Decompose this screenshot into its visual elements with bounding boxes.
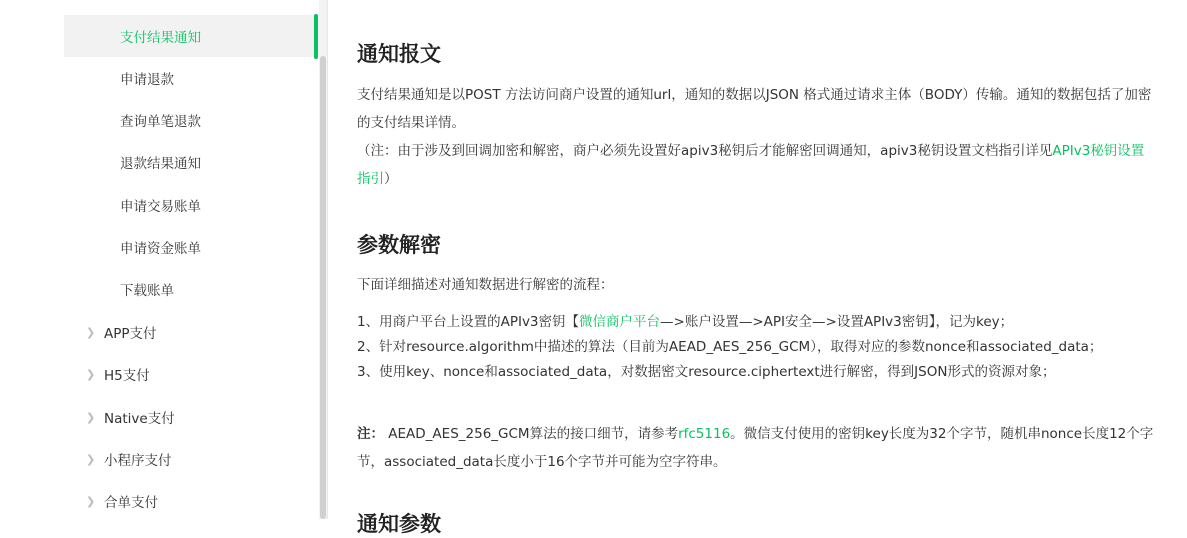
- rfc5116-link[interactable]: rfc5116: [678, 426, 731, 442]
- step-text-end: —>账户设置—>API安全—>设置APIv3密钥】，记为key；: [660, 314, 1014, 330]
- sidebar-group-app-pay[interactable]: [64, 311, 318, 353]
- sidebar-item-label: 申请交易账单: [120, 199, 201, 215]
- sidebar-item-label: 申请退款: [120, 72, 174, 88]
- sidebar-group-combined-pay[interactable]: [64, 480, 318, 522]
- sidebar-item-label: 查询单笔退款: [120, 114, 201, 130]
- algorithm-note: [357, 420, 1157, 476]
- sidebar-item-label: 下载账单: [120, 283, 174, 299]
- sidebar-item-label: 支付结果通知: [120, 30, 201, 46]
- sidebar-group-miniprogram-pay[interactable]: [64, 438, 318, 480]
- sidebar-item-label: 退款结果通知: [120, 156, 201, 172]
- sidebar-item-refund[interactable]: [64, 57, 318, 99]
- section-title-notify-message: 通知报文: [357, 42, 441, 66]
- chevron-right-icon: ❯: [86, 367, 96, 381]
- step-text: 1、用商户平台上设置的APIv3密钥【: [357, 314, 580, 330]
- note-text: AEAD_AES_256_GCM算法的接口细节，请参考: [384, 426, 679, 442]
- sidebar-item-query-refund[interactable]: [64, 99, 318, 141]
- chevron-right-icon: ❯: [86, 452, 96, 466]
- merchant-platform-link[interactable]: 微信商户平台: [579, 314, 661, 330]
- sidebar-group-label: Native支付: [104, 411, 175, 427]
- sidebar-group-label: APP支付: [104, 326, 157, 342]
- note-text-end: 。微信支付使用的密钥key长度为32个字节，随机串nonce长度12个字节，associated_data长度小于16个字节并可能为空字符串。: [357, 426, 1154, 470]
- section-title-notify-params: 通知参数: [357, 512, 441, 536]
- content-divider: [327, 0, 328, 519]
- notify-description: 支付结果通知是以POST 方法访问商户设置的通知url，通知的数据以JSON 格式通过请求主体（BODY）传输。通知的数据包括了加密的支付结果详情。: [357, 87, 1152, 131]
- sidebar-item-refund-notify[interactable]: [64, 141, 318, 183]
- decrypt-intro: 下面详细描述对通知数据进行解密的流程：: [357, 277, 614, 293]
- chevron-right-icon: ❯: [86, 410, 96, 424]
- decrypt-step-2: 2、针对resource.algorithm中描述的算法（目前为AEAD_AES_256_GCM），取得对应的参数nonce和associated_data；: [357, 339, 1103, 355]
- sidebar-item-label: 申请资金账单: [120, 241, 201, 257]
- sidebar-item-fund-bill[interactable]: [64, 226, 318, 268]
- sidebar-scrollbar-thumb[interactable]: [320, 56, 326, 519]
- active-indicator: [314, 14, 318, 59]
- decrypt-step-1: [357, 308, 1157, 336]
- apiv3-key-note: [357, 137, 1157, 193]
- section-title-decrypt: 参数解密: [357, 233, 441, 257]
- sidebar-group-native-pay[interactable]: [64, 396, 318, 438]
- chevron-right-icon: ❯: [86, 325, 96, 339]
- sidebar-nav: [0, 0, 318, 519]
- sidebar-group-h5-pay[interactable]: [64, 353, 318, 395]
- note-text-end: ）: [384, 171, 398, 187]
- apiv3-key-guide-link[interactable]: APIv3秘钥设置指引: [357, 143, 1145, 187]
- note-label: 注：: [357, 426, 384, 442]
- sidebar-item-download-bill[interactable]: [64, 268, 318, 310]
- sidebar-item-trade-bill[interactable]: [64, 184, 318, 226]
- chevron-right-icon: ❯: [86, 494, 96, 508]
- sidebar-group-label: 合单支付: [104, 495, 158, 511]
- sidebar-group-label: 小程序支付: [104, 453, 172, 469]
- sidebar-item-payment-notify[interactable]: [64, 15, 318, 57]
- sidebar-group-label: H5支付: [104, 368, 150, 384]
- note-text: （注：由于涉及到回调加密和解密，商户必须先设置好apiv3秘钥后才能解密回调通知，apiv3秘钥设置文档指引详见: [357, 143, 1053, 159]
- decrypt-step-3: 3、使用key、nonce和associated_data，对数据密文resource.ciphertext进行解密，得到JSON形式的资源对象；: [357, 364, 1056, 380]
